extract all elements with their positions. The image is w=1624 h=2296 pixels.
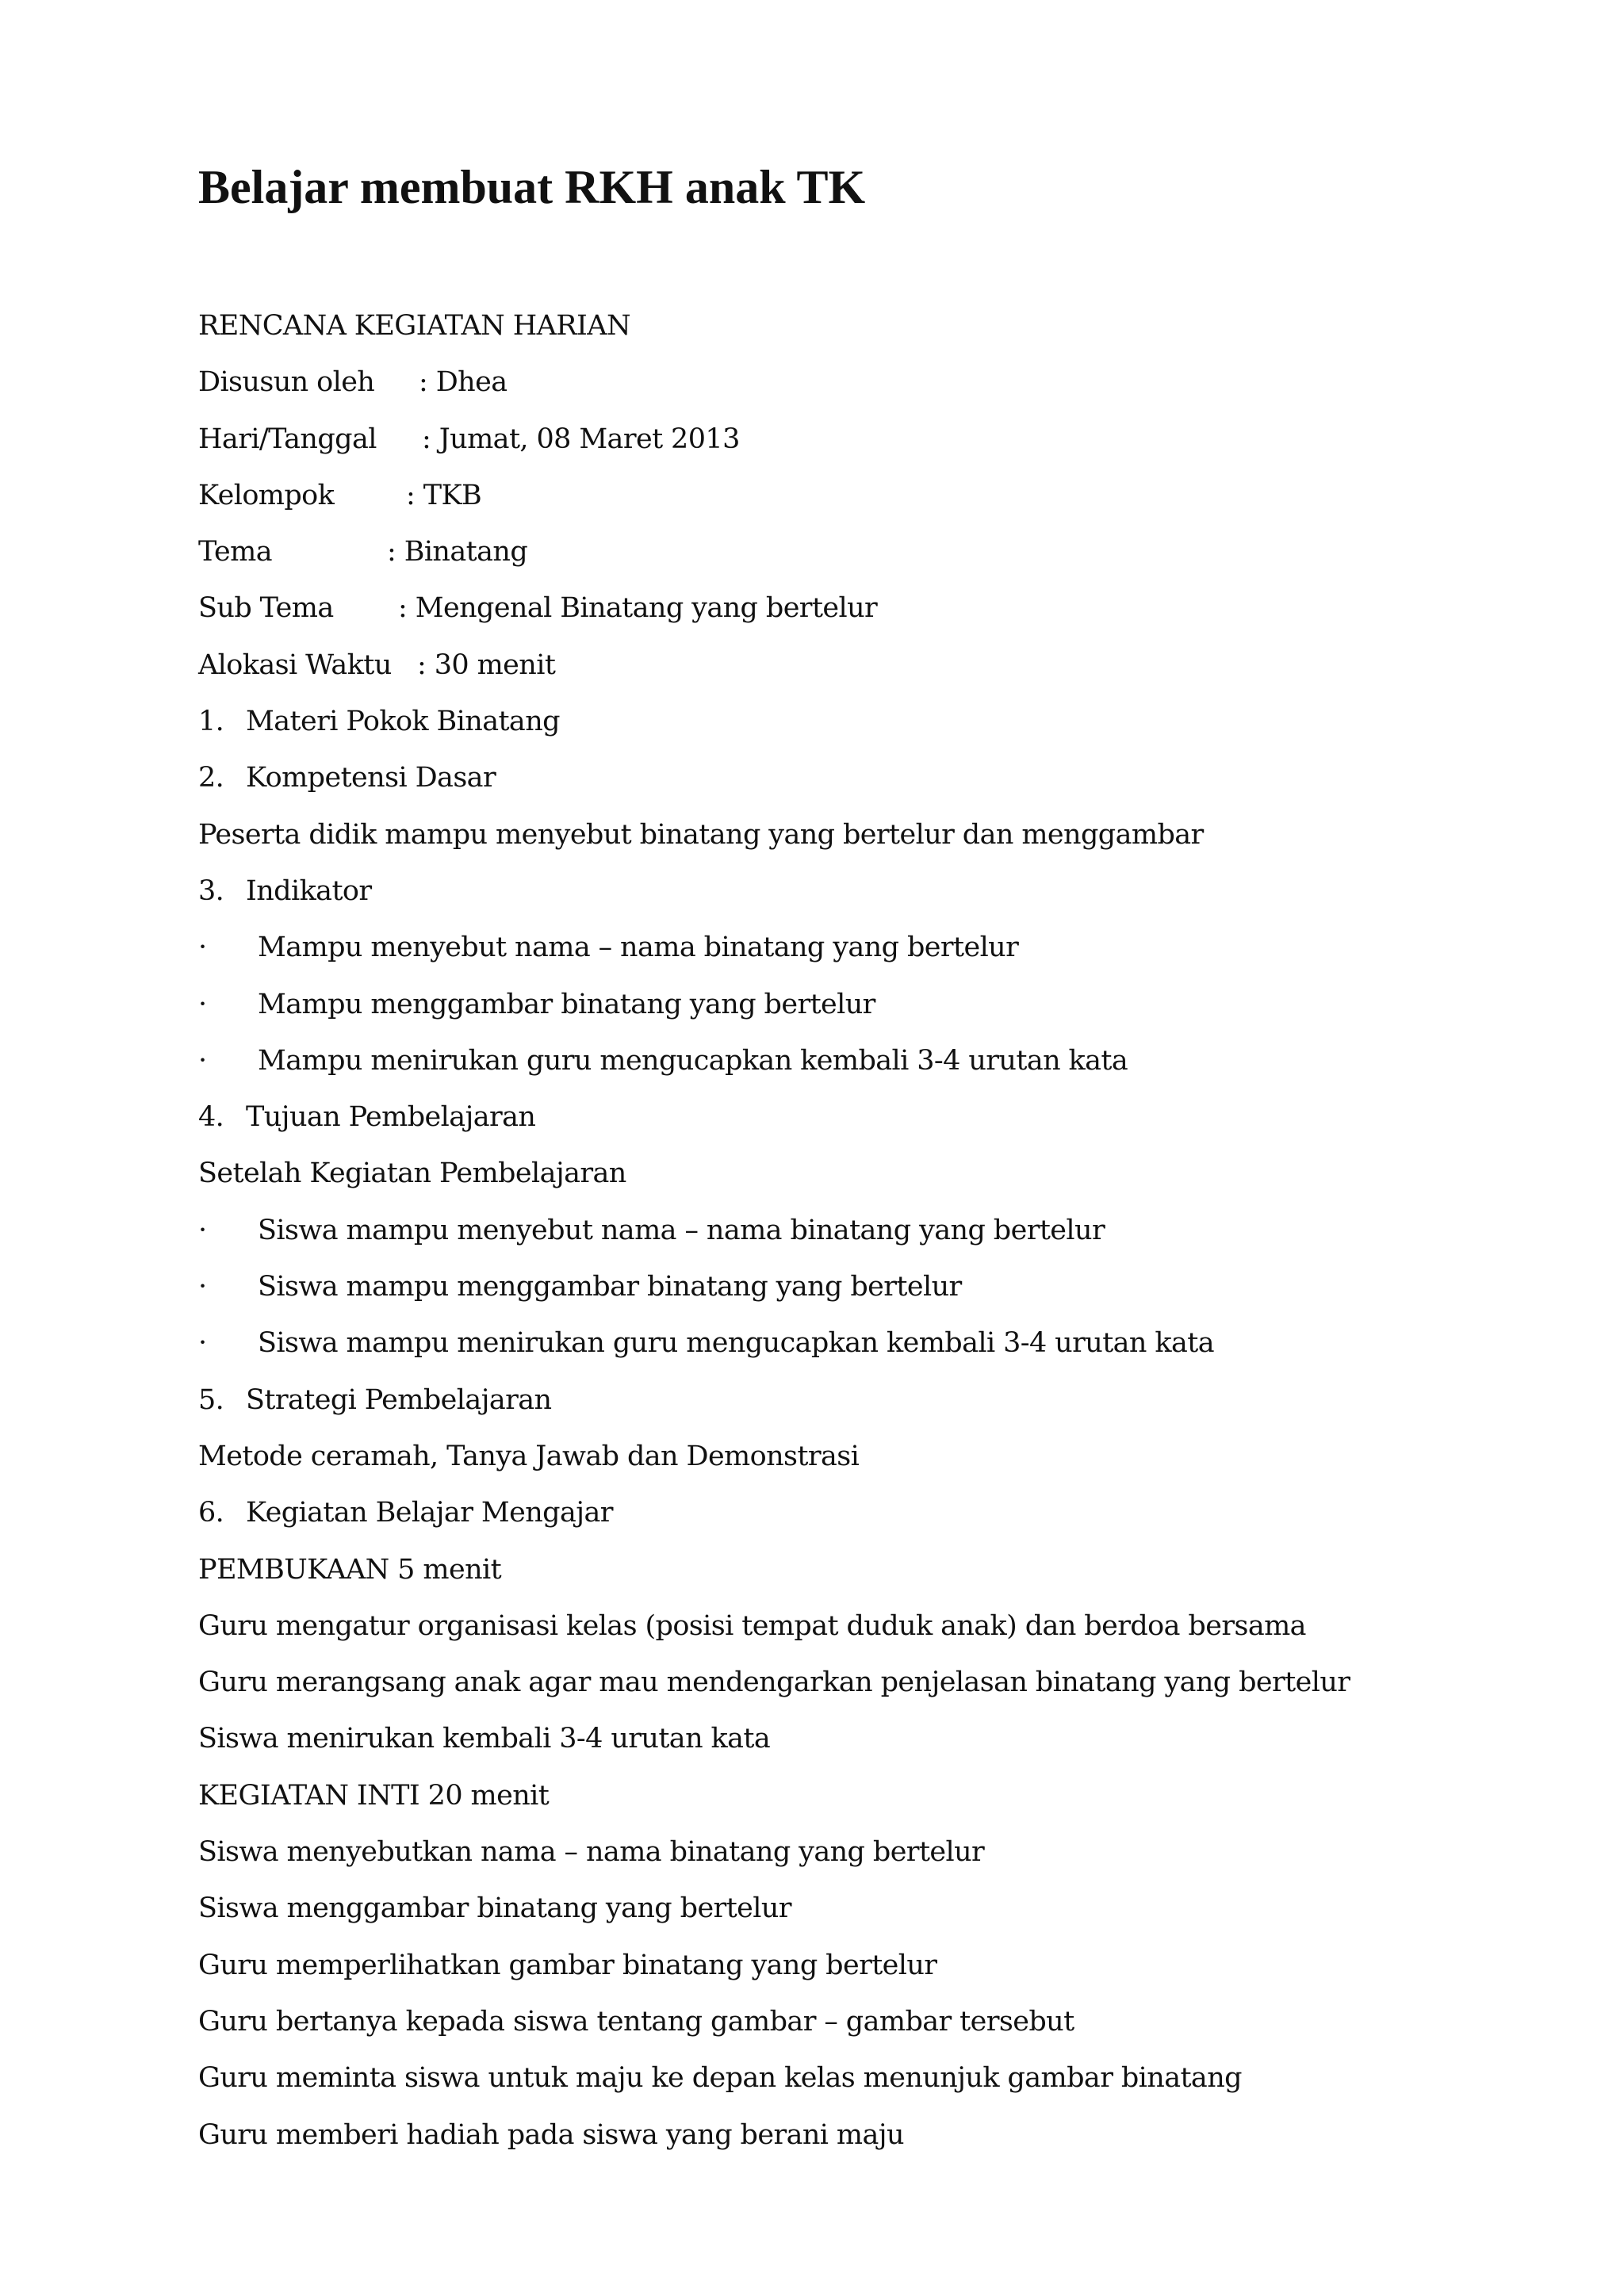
bullet-icon: ·: [198, 988, 207, 1020]
paragraph: Guru mengatur organisasi kelas (posisi tempat duduk anak) dan berdoa bersama: [198, 1609, 1306, 1642]
paragraph: Guru memberi hadiah pada siswa yang berani maju: [198, 2118, 904, 2151]
plan-heading: RENCANA KEGIATAN HARIAN: [198, 310, 630, 342]
section-heading: [198, 694, 1546, 750]
section-number: 2.: [198, 762, 224, 794]
section-number: 6.: [198, 1497, 224, 1529]
paragraph: Siswa menyebutkan nama – nama binatang yang bertelur: [198, 1836, 985, 1869]
bullet-item: [198, 1315, 1546, 1372]
field-row: [198, 524, 1546, 580]
bullet-text: Mampu menirukan guru mengucapkan kembali 3-4 urutan kata: [258, 1044, 1128, 1077]
bullet-text: Siswa mampu menggambar binatang yang bertelur: [258, 1271, 962, 1303]
section-title: Materi Pokok Binatang: [246, 706, 560, 738]
section-heading: [198, 863, 1546, 920]
paragraph: Siswa menggambar binatang yang bertelur: [198, 1892, 791, 1925]
field-label: Kelompok: [198, 479, 335, 511]
bullet-item: [198, 977, 1546, 1033]
field-row: [198, 637, 1546, 694]
bullet-icon: ·: [198, 1214, 207, 1246]
section-number: 4.: [198, 1101, 224, 1134]
bullet-text: Siswa mampu menirukan guru mengucapkan kembali 3-4 urutan kata: [258, 1327, 1215, 1360]
bullet-icon: ·: [198, 932, 207, 964]
subheading: KEGIATAN INTI 20 menit: [198, 1779, 550, 1812]
field-row: [198, 468, 1546, 524]
section-number: 5.: [198, 1383, 224, 1416]
field-row: [198, 411, 1546, 468]
bullet-item: [198, 920, 1546, 976]
field-value: : Mengenal Binatang yang bertelur: [398, 592, 878, 625]
bullet-text: Siswa mampu menyebut nama – nama binatang yang bertelur: [258, 1214, 1105, 1246]
paragraph: Setelah Kegiatan Pembelajaran: [198, 1158, 626, 1190]
section-title: Indikator: [246, 874, 372, 907]
field-value: : Jumat, 08 Maret 2013: [422, 423, 740, 455]
section-title: Kegiatan Belajar Mengajar: [246, 1497, 613, 1529]
field-label: Tema: [198, 536, 272, 568]
field-value: : TKB: [406, 479, 482, 511]
section-heading: [198, 1089, 1546, 1146]
section-number: 3.: [198, 874, 224, 907]
paragraph: Guru memperlihatkan gambar binatang yang bertelur: [198, 1949, 937, 1981]
bullet-text: Mampu menggambar binatang yang bertelur: [258, 988, 875, 1020]
bullet-item: [198, 1259, 1546, 1315]
paragraph: Guru meminta siswa untuk maju ke depan kelas menunjuk gambar binatang: [198, 2062, 1242, 2095]
section-title: Strategi Pembelajaran: [246, 1383, 552, 1416]
field-label: Hari/Tanggal: [198, 423, 377, 455]
document-title: Belajar membuat RKH anak TK: [198, 161, 866, 213]
field-label: Sub Tema: [198, 592, 334, 625]
bullet-item: [198, 1033, 1546, 1089]
section-title: Tujuan Pembelajaran: [246, 1101, 536, 1134]
paragraph: Siswa menirukan kembali 3-4 urutan kata: [198, 1723, 771, 1755]
section-heading: [198, 750, 1546, 806]
field-label: Alokasi Waktu: [198, 649, 392, 681]
bullet-text: Mampu menyebut nama – nama binatang yang bertelur: [258, 932, 1019, 964]
bullet-icon: ·: [198, 1044, 207, 1077]
field-row: [198, 580, 1546, 637]
document-body: [198, 298, 1546, 2164]
field-value: : Dhea: [419, 366, 508, 399]
paragraph: Peserta didik mampu menyebut binatang yang bertelur dan menggambar: [198, 818, 1204, 851]
field-row: [198, 354, 1546, 411]
paragraph: Guru merangsang anak agar mau mendengarkan penjelasan binatang yang bertelur: [198, 1667, 1350, 1699]
field-value: : 30 menit: [417, 649, 556, 681]
bullet-icon: ·: [198, 1327, 207, 1360]
field-value: : Binatang: [387, 536, 528, 568]
section-heading: [198, 1485, 1546, 1541]
paragraph: Guru bertanya kepada siswa tentang gambar – gambar tersebut: [198, 2005, 1074, 2038]
section-title: Kompetensi Dasar: [246, 762, 496, 794]
bullet-icon: ·: [198, 1271, 207, 1303]
paragraph: Metode ceramah, Tanya Jawab dan Demonstrasi: [198, 1440, 860, 1472]
field-label: Disusun oleh: [198, 366, 375, 399]
section-heading: [198, 1372, 1546, 1429]
section-number: 1.: [198, 706, 224, 738]
subheading: PEMBUKAAN 5 menit: [198, 1553, 502, 1586]
bullet-item: [198, 1203, 1546, 1259]
